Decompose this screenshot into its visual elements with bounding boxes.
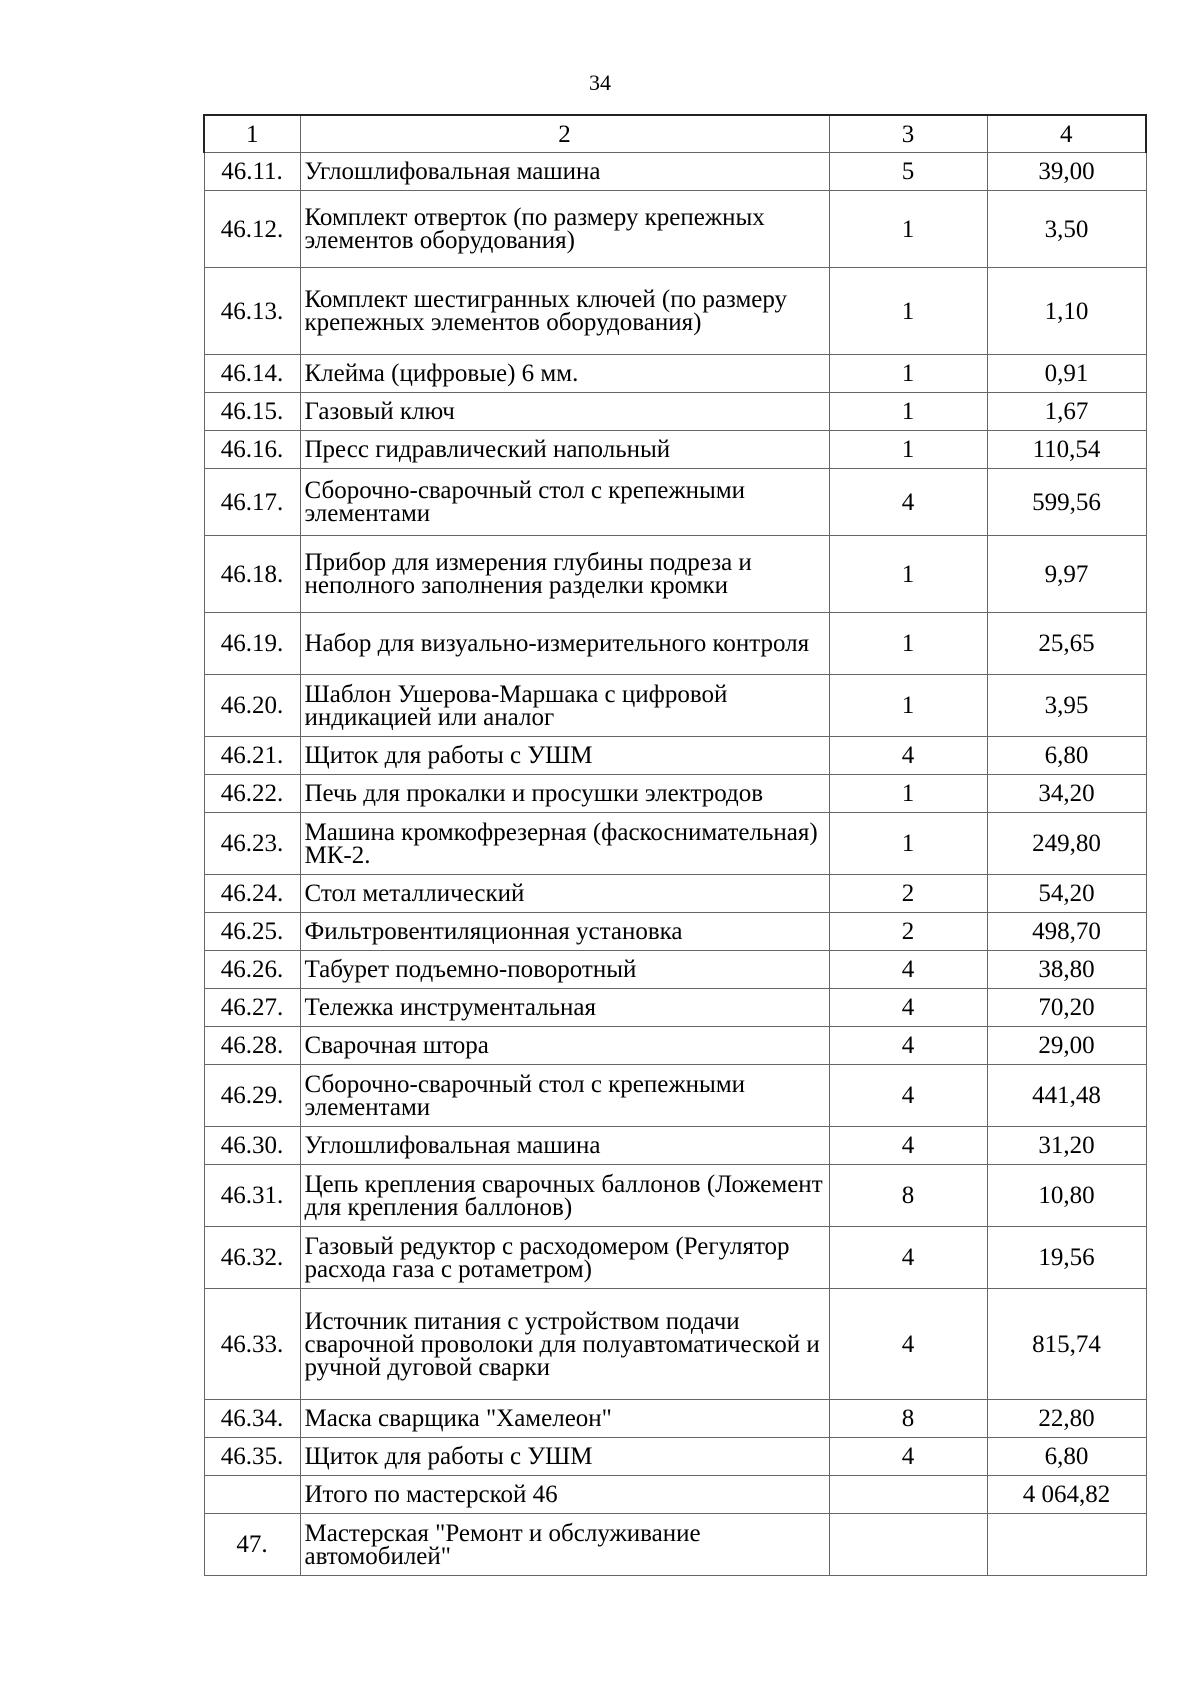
item-name-cell: Набор для визуально-измерительного контроля <box>300 613 829 675</box>
table-row <box>204 813 1146 875</box>
item-number-cell: 46.11. <box>204 153 300 191</box>
item-number-cell: 46.28. <box>204 1027 300 1065</box>
item-number-cell: 46.31. <box>204 1165 300 1227</box>
item-number-cell: 46.15. <box>204 393 300 431</box>
table-row <box>204 1289 1146 1400</box>
item-name-cell: Стол металлический <box>300 875 829 913</box>
item-value-cell: 3,95 <box>987 675 1146 737</box>
item-quantity-cell: 4 <box>829 1289 987 1400</box>
table-row <box>204 355 1146 393</box>
item-value-cell: 110,54 <box>987 431 1146 469</box>
item-number-cell: 46.13. <box>204 268 300 355</box>
item-value-cell: 6,80 <box>987 1438 1146 1476</box>
item-number-cell: 46.21. <box>204 737 300 775</box>
item-quantity-cell: 4 <box>829 469 987 536</box>
table-row <box>204 613 1146 675</box>
item-name-cell: Щиток для работы с УШМ <box>300 1438 829 1476</box>
item-number-cell: 46.19. <box>204 613 300 675</box>
page-number: 34 <box>589 70 611 95</box>
table-row <box>204 393 1146 431</box>
item-number-cell: 46.34. <box>204 1400 300 1438</box>
item-name-cell: Комплект шестигранных ключей (по размеру крепежных элементов оборудования) <box>300 268 829 355</box>
item-name-cell: Газовый ключ <box>300 393 829 431</box>
item-value-cell: 815,74 <box>987 1289 1146 1400</box>
table-row <box>204 1027 1146 1065</box>
item-value-cell: 498,70 <box>987 913 1146 951</box>
item-value-cell: 441,48 <box>987 1065 1146 1127</box>
item-quantity-cell: 2 <box>829 913 987 951</box>
table-row <box>204 431 1146 469</box>
table-row <box>204 775 1146 813</box>
item-quantity-cell: 1 <box>829 431 987 469</box>
item-quantity-cell: 4 <box>829 951 987 989</box>
item-name-cell: Итого по мастерской 46 <box>300 1476 829 1514</box>
column-header-4: 4 <box>987 115 1146 153</box>
item-name-cell: Комплект отверток (по размеру крепежных элементов оборудования) <box>300 191 829 268</box>
item-quantity-cell: 8 <box>829 1400 987 1438</box>
table-row <box>204 1476 1146 1514</box>
item-name-cell: Цепь крепления сварочных баллонов (Ложемент для крепления баллонов) <box>300 1165 829 1227</box>
table-row <box>204 1127 1146 1165</box>
item-value-cell: 22,80 <box>987 1400 1146 1438</box>
item-number-cell: 47. <box>204 1514 300 1576</box>
column-header-3: 3 <box>829 115 987 153</box>
item-value-cell: 38,80 <box>987 951 1146 989</box>
table-row <box>204 675 1146 737</box>
table-row <box>204 469 1146 536</box>
item-value-cell: 19,56 <box>987 1227 1146 1289</box>
item-quantity-cell: 4 <box>829 1127 987 1165</box>
item-number-cell: 46.17. <box>204 469 300 536</box>
item-quantity-cell: 4 <box>829 737 987 775</box>
item-value-cell: 9,97 <box>987 536 1146 613</box>
item-quantity-cell: 1 <box>829 393 987 431</box>
table-row <box>204 737 1146 775</box>
item-value-cell: 4 064,82 <box>987 1476 1146 1514</box>
item-quantity-cell: 1 <box>829 191 987 268</box>
item-quantity-cell: 8 <box>829 1165 987 1227</box>
item-value-cell: 25,65 <box>987 613 1146 675</box>
item-number-cell: 46.29. <box>204 1065 300 1127</box>
item-quantity-cell: 1 <box>829 813 987 875</box>
table-row <box>204 268 1146 355</box>
column-header-1: 1 <box>204 115 300 153</box>
item-name-cell: Табурет подъемно-поворотный <box>300 951 829 989</box>
item-quantity-cell <box>829 1476 987 1514</box>
item-number-cell: 46.23. <box>204 813 300 875</box>
item-number-cell: 46.18. <box>204 536 300 613</box>
item-number-cell: 46.22. <box>204 775 300 813</box>
table-row <box>204 875 1146 913</box>
table-row <box>204 989 1146 1027</box>
item-name-cell: Углошлифовальная машина <box>300 153 829 191</box>
item-value-cell: 31,20 <box>987 1127 1146 1165</box>
item-value-cell: 3,50 <box>987 191 1146 268</box>
item-name-cell: Тележка инструментальная <box>300 989 829 1027</box>
table-row <box>204 191 1146 268</box>
item-number-cell: 46.25. <box>204 913 300 951</box>
item-name-cell: Машина кромкофрезерная (фаскоснимательная) МК-2. <box>300 813 829 875</box>
item-quantity-cell: 4 <box>829 1065 987 1127</box>
item-quantity-cell: 4 <box>829 989 987 1027</box>
table-row <box>204 1065 1146 1127</box>
item-value-cell: 1,10 <box>987 268 1146 355</box>
item-name-cell: Шаблон Ушерова-Маршака с цифровой индикацией или аналог <box>300 675 829 737</box>
item-name-cell: Печь для прокалки и просушки электродов <box>300 775 829 813</box>
item-value-cell: 34,20 <box>987 775 1146 813</box>
item-name-cell: Газовый редуктор с расходомером (Регулятор расхода газа с ротаметром) <box>300 1227 829 1289</box>
item-name-cell: Мастерская "Ремонт и обслуживание автомобилей" <box>300 1514 829 1576</box>
item-value-cell <box>987 1514 1146 1576</box>
table-row <box>204 951 1146 989</box>
item-number-cell: 46.30. <box>204 1127 300 1165</box>
item-value-cell: 6,80 <box>987 737 1146 775</box>
table-row <box>204 1438 1146 1476</box>
item-number-cell: 46.32. <box>204 1227 300 1289</box>
table-row <box>204 1400 1146 1438</box>
item-name-cell: Сборочно-сварочный стол с крепежными элементами <box>300 469 829 536</box>
item-name-cell: Источник питания с устройством подачи сварочной проволоки для полуавтоматической и ручной дуговой сварки <box>300 1289 829 1400</box>
item-value-cell: 70,20 <box>987 989 1146 1027</box>
item-number-cell: 46.27. <box>204 989 300 1027</box>
item-quantity-cell: 1 <box>829 775 987 813</box>
item-value-cell: 0,91 <box>987 355 1146 393</box>
table-row <box>204 536 1146 613</box>
item-quantity-cell: 1 <box>829 268 987 355</box>
table-row <box>204 913 1146 951</box>
item-value-cell: 1,67 <box>987 393 1146 431</box>
item-quantity-cell: 1 <box>829 536 987 613</box>
item-quantity-cell <box>829 1514 987 1576</box>
item-quantity-cell: 2 <box>829 875 987 913</box>
item-number-cell <box>204 1476 300 1514</box>
item-value-cell: 249,80 <box>987 813 1146 875</box>
table-header-row <box>204 115 1146 153</box>
item-value-cell: 599,56 <box>987 469 1146 536</box>
item-number-cell: 46.24. <box>204 875 300 913</box>
item-name-cell: Пресс гидравлический напольный <box>300 431 829 469</box>
item-name-cell: Клейма (цифровые) 6 мм. <box>300 355 829 393</box>
item-name-cell: Сварочная штора <box>300 1027 829 1065</box>
item-name-cell: Прибор для измерения глубины подреза и неполного заполнения разделки кромки <box>300 536 829 613</box>
item-quantity-cell: 1 <box>829 675 987 737</box>
item-number-cell: 46.14. <box>204 355 300 393</box>
item-number-cell: 46.16. <box>204 431 300 469</box>
equipment-table-body <box>204 115 1146 1576</box>
column-header-2: 2 <box>300 115 829 153</box>
item-number-cell: 46.20. <box>204 675 300 737</box>
table-row <box>204 1227 1146 1289</box>
item-name-cell: Углошлифовальная машина <box>300 1127 829 1165</box>
item-quantity-cell: 4 <box>829 1438 987 1476</box>
equipment-table <box>203 114 1147 1576</box>
item-name-cell: Фильтровентиляционная установка <box>300 913 829 951</box>
item-quantity-cell: 4 <box>829 1227 987 1289</box>
item-number-cell: 46.26. <box>204 951 300 989</box>
table-row <box>204 1165 1146 1227</box>
item-name-cell: Сборочно-сварочный стол с крепежными элементами <box>300 1065 829 1127</box>
item-number-cell: 46.12. <box>204 191 300 268</box>
item-quantity-cell: 5 <box>829 153 987 191</box>
item-name-cell: Маска сварщика "Хамелеон" <box>300 1400 829 1438</box>
item-name-cell: Щиток для работы с УШМ <box>300 737 829 775</box>
item-quantity-cell: 4 <box>829 1027 987 1065</box>
item-value-cell: 54,20 <box>987 875 1146 913</box>
item-value-cell: 10,80 <box>987 1165 1146 1227</box>
item-number-cell: 46.35. <box>204 1438 300 1476</box>
table-row <box>204 153 1146 191</box>
item-value-cell: 29,00 <box>987 1027 1146 1065</box>
item-quantity-cell: 1 <box>829 613 987 675</box>
item-number-cell: 46.33. <box>204 1289 300 1400</box>
table-row <box>204 1514 1146 1576</box>
item-value-cell: 39,00 <box>987 153 1146 191</box>
item-quantity-cell: 1 <box>829 355 987 393</box>
